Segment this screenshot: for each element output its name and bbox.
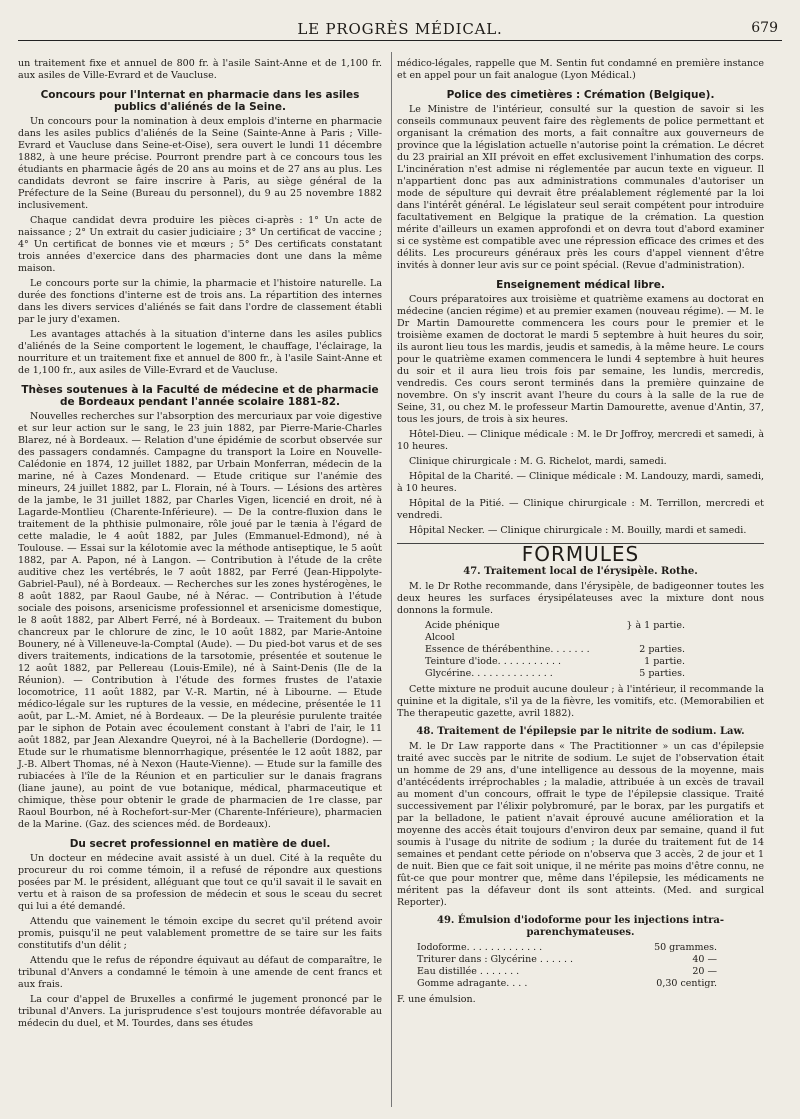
journal-title: LE PROGRÈS MÉDICAL. — [297, 20, 503, 38]
paragraph: Hôpital de la Charité. — Clinique médicale : M. Landouzy, mardi, samedi, à 10 heures. — [397, 471, 764, 494]
paragraph: Le Ministre de l'intérieur, consulté sur la question de savoir si les conseils communaux peuvent faire des règlements de police permettant et organisant la crémation des morts, a fait connaître aux gouverneurs de province que la législation actuelle n'autorise point la crémation. Le décret du 23 prairial an XII prévoit en effet exclusivement l'inhumation des corps. L'incinération n'est admise ni réglementée par aucun texte en vigueur. Il n'appartient donc pas aux administrations communales d'autoriser un mode de sépulture qui devrait être préalablement réglementé par la loi dans l'intérêt général. Le législateur seul serait compétent pour introduire facultativement en Belgique la pratique de la crémation. La question mérite d'ailleurs un examen approfondi et on devra tout d'abord examiner si ce système est compatible avec une répression efficace des crimes et des délits. Les procureurs généraux près les cours d'appel viennent d'être invités à donner leur avis sur ce point spécial. (Revue d'administration). — [397, 104, 764, 271]
formula-end: F. une émulsion. — [397, 994, 476, 1005]
paragraph: M. le Dr Rothe recommande, dans l'érysipèle, de badigeonner toutes les deux heures les surfaces érysipélateuses avec la mixture dont nous donnons la formule. — [397, 581, 764, 616]
formula-49 — [417, 942, 764, 990]
page-number: 679 — [751, 20, 778, 36]
section-title-secret: Du secret professionnel en matière de duel. — [69, 838, 331, 850]
formula-line: Teinture d'iode. . . . . . . . . . . 1 partie. — [425, 656, 685, 667]
left-column — [18, 58, 382, 1033]
formula-line: Eau distillée . . . . . . . 20 — — [417, 966, 717, 977]
formula-line: Triturer dans : Glycérine . . . . . . 40 — — [417, 954, 717, 965]
formula-title-47: 47. Traitement local de l'érysipèle. Rothe. — [463, 566, 698, 577]
paragraph: médico-légales, rappelle que M. Sentin fut condamné en première instance et en appel pour un fait analogue (Lyon Médical.) — [397, 58, 764, 81]
paragraph: Attendu que le refus de répondre équivaut au défaut de comparaître, le tribunal d'Anvers a condamné le témoin à une amende de cent francs et aux frais. — [18, 955, 382, 990]
formules-heading: FORMULES — [397, 543, 764, 560]
column-divider — [391, 52, 392, 1107]
paragraph: La cour d'appel de Bruxelles a confirmé le jugement prononcé par le tribunal d'Anvers. La jurisprudence s'est toujours montrée défavorable au médecin du duel, et M. Tourdes, dans ses études — [18, 994, 382, 1029]
paragraph: Un concours pour la nomination à deux emplois d'interne en pharmacie dans les asiles publics d'aliénés de la Seine (Sainte-Anne à Paris ; Ville-Evrard et Vaucluse dans Seine-et-Oise), sera ouvert le lundi 11 décembre 1882, à une heure précise. Pourront prendre part à ce concours tous les étudiants en pharmacie âgés de 20 ans au moins et de 27 ans au plus. Les candidats devront se faire inscrire à Paris, au siège général de la Préfecture de la Seine (Bureau du personnel), du 9 au 25 novembre 1882 inclusivement. — [18, 116, 382, 211]
formula-line: Gomme adragante. . . . 0,30 centigr. — [417, 978, 717, 989]
paragraph: Hôpital de la Pitié. — Clinique chirurgicale : M. Terrillon, mercredi et vendredi. — [397, 498, 764, 521]
formula-line: Iodoforme. . . . . . . . . . . . . 50 grammes. — [417, 942, 717, 953]
formula-title-49: 49. Émulsion d'iodoforme pour les injections intra-parenchymateuses. — [436, 915, 724, 938]
paragraph: Cours préparatoires aux troisième et quatrième examens au doctorat en médecine (ancien régime) et au premier examen (nouveau régime). — M. le Dr Martin Damourette commencera les cours pour le premier et le troisième examen de doctorat le mardi 5 septembre à huit heures du soir, ils auront lieu tous les mardis, jeudis et samedis, à la même heure. Le cours pour le quatrième examen commencera le lundi 4 septembre à huit heures du soir et il aura lieu trois fois par semaine, les lundis, mercredis, vendredis. Ces cours seront terminés dans la première quinzaine de novembre. On s'y inscrit avant l'heure du cours à la salle de la rue de Seine, 31, ou chez M. le professeur Martin Damourette, avenue d'Antin, 37, tous les jours, de trois à six heures. — [397, 294, 764, 425]
paragraph: Le concours porte sur la chimie, la pharmacie et l'histoire naturelle. La durée des fonctions d'interne est de trois ans. La répartition des internes dans les divers services d'aliénés se fait dans l'ordre de classement établi par le jury d'examen. — [18, 278, 382, 325]
right-column — [397, 58, 764, 1009]
section-title-internat: Concours pour l'Internat en pharmacie dans les asiles publics d'aliénés de la Seine. — [40, 89, 360, 113]
formula-title-48: 48. Traitement de l'épilepsie par le nitrite de sodium. Law. — [416, 726, 745, 737]
paragraph: Attendu que vainement le témoin excipe du secret qu'il prétend avoir promis, puisqu'il ne peut valablement promettre de se taire sur les faits constitutifs d'un délit ; — [18, 916, 382, 951]
formula-line: Essence de thérébenthine. . . . . . . 2 parties. — [425, 644, 685, 655]
paragraph: Hôpital Necker. — Clinique chirurgicale : M. Bouilly, mardi et samedi. — [409, 525, 747, 536]
paragraph: Cette mixture ne produit aucune douleur ; à l'intérieur, il recommande la quinine et la digitale, s'il ya de la fièvre, les vomitifs, etc. (Memorabilien et The therapeutic gazette, avril 1882). — [397, 684, 764, 719]
paragraph: Chaque candidat devra produire les pièces ci-après : 1° Un acte de naissance ; 2° Un extrait du casier judiciaire ; 3° Un certificat de vaccine ; 4° Un certificat de bonnes vie et mœurs ; 5° Des certificats constatant trois années d'exercice dans des pharmacies dont une dans la même maison. — [18, 215, 382, 274]
paragraph: Clinique chirurgicale : M. G. Richelot, mardi, samedi. — [409, 456, 667, 467]
paragraph: M. le Dr Law rapporte dans « The Practitionner » un cas d'épilepsie traité avec succès par le nitrite de sodium. Le sujet de l'observation était un homme de 29 ans, d'une intelligence au dessous de la moyenne, mais d'antécédents irréprochables ; la maladie, attribuée à un excès de travail au moment d'un concours, offrait le type de l'épilepsie classique. Traité successivement par l'élixir polybromuré, par le borax, par les purgatifs et par la belladone, le patient n'avait éprouvé aucune amélioration et la moyenne des accès était toujours d'environ deux par semaine, quand il fut soumis à l'usage du nitrite de sodium ; la durée du traitement fut de 14 semaines et pendant cette période on n'observa que 3 accès, 2 de jour et 1 de nuit. Bien que ce fait soit unique, il ne mérite pas moins d'être connu, ne fût-ce que pour montrer que, même dans l'épilepsie, les médicaments ne méritent pas la défaveur dont ils sont atteints. (Med. and surgical Reporter). — [397, 741, 764, 908]
paragraph: un traitement fixe et annuel de 800 fr. à l'asile Saint-Anne et de 1,100 fr. aux asiles de Ville-Evrard et de Vaucluse. — [18, 58, 382, 81]
paragraph: Hôtel-Dieu. — Clinique médicale : M. le Dr Joffroy, mercredi et samedi, à 10 heures. — [397, 429, 764, 452]
paragraph: Un docteur en médecine avait assisté à un duel. Cité à la requête du procureur du roi comme témoin, il a refusé de répondre aux questions posées par M. le président, alléguant que tout ce qu'il savait il le savait en vertu et à raison de sa profession de médecin et sous le sceau du secret qui lui a été demandé. — [18, 853, 382, 912]
formula-47 — [425, 620, 764, 680]
section-title-theses: Thèses soutenues à la Faculté de médecine et de pharmacie de Bordeaux pendant l'année scolaire 1881-82. — [21, 384, 379, 408]
paragraph: Les avantages attachés à la situation d'interne dans les asiles publics d'aliénés de la Seine comportent le logement, le chauffage, l'éclairage, la nourriture et un traitement fixe et annuel de 800 fr., à l'asile Saint-Anne et de 1,100 fr., aux asiles de Ville-Evrard et de Vaucluse. — [18, 329, 382, 376]
section-title-enseignement: Enseignement médical libre. — [496, 279, 665, 291]
formula-line: Glycérine. . . . . . . . . . . . . . 5 parties. — [425, 668, 685, 679]
formula-line: Acide phénique } à 1 partie. — [425, 620, 685, 631]
section-title-cremation: Police des cimetières : Crémation (Belgique). — [446, 89, 715, 101]
page-header — [18, 18, 782, 41]
formula-line: Alcool — [425, 632, 455, 643]
paragraph: Nouvelles recherches sur l'absorption des mercuriaux par voie digestive et sur leur action sur le sang, le 23 juin 1882, par Pierre-Marie-Charles Blarez, né à Bordeaux. — Relation d'une épidémie de scorbut observée sur des passagers condamnés. Campagne du transport la Loire en Nouvelle-Calédonie en 1874, 12 juillet 1882, par Urbain Monferran, médecin de la marine, né à Cazes Mondenard. — Etude critique sur l'anémie des mineurs, 24 juillet 1882, par L. Florain, né à Tours. — Lésions des artères de la jambe, le 31 juillet 1882, par Charles Vigen, licencié en droit, né à Lagarde-Montlieu (Charente-Inférieure). — De la contre-fluxion dans le traitement de la phthisie pulmonaire, rôle joué par le tænia à l'égard de cette maladie, le 4 août 1882, par Jules (Emmanuel-Edmond), né à Toulouse. — Essai sur la kélotomie avec la méthode antiseptique, le 5 août 1882, par A. Papon, né à Langon. — Contribution à l'étude de la crête auditive chez les vertébrés, le 7 août 1882, par Ferré (Jean-Hippolyte-Gabriel-Paul), né à Bordeaux. — Recherches sur les zones hystérogènes, le 8 août 1882, par Raoul Gaube, né à Nérac. — Contribution à l'étude sociale des poisons, arsenicisme professionnel et arsenicisme domestique, le 8 août 1882, par Albert Ferré, né à Bordeaux. — Traitement du bubon chancreux par le chlorure de zinc, le 10 août 1882, par Marie-Antoine Bounery, né à Villeneuve-la-Comptal (Aude). — Du pied-bot varus et de ses divers traitements, indications de la tarsotomie, présentée et soutenue le 12 août 1882, par Pellereau (Louis-Emile), né à Saint-Denis (Ile de la Réunion). — Contribution à l'étude des formes frustes de l'ataxie locomotrice, 11 août 1882, par V.-R. Martin, né à Libourne. — Etude médico-légale sur les ruptures de la vessie, en médecine, présentée le 11 août, par L.-M. Amiet, né à Bordeaux. — De la pleurésie purulente traitée par le siphon de Potain avec écoulement constant à l'abri de l'air, le 11 août 1882, par Jean Alexandre Queyroi, né à la Bachellerie (Dordogne). — Etude sur le rhumatisme blennorrhagique, présentée le 12 août 1882, par J.-B. Albert Thomas, né à Nexon (Haute-Vienne). — Etude sur la famille des rubiacées à l'île de la Réunion et en particulier sur le danais fragrans (liane jaune), au point de vue botanique, médical, pharmaceutique et chimique, thèse pour obtenir le grade de pharmacien de 1re classe, par Raoul Bourbon, né à Rochefort-sur-Mer (Charente-Inférieure), pharmacien de la Marine. (Gaz. des sciences méd. de Bordeaux). — [18, 411, 382, 830]
